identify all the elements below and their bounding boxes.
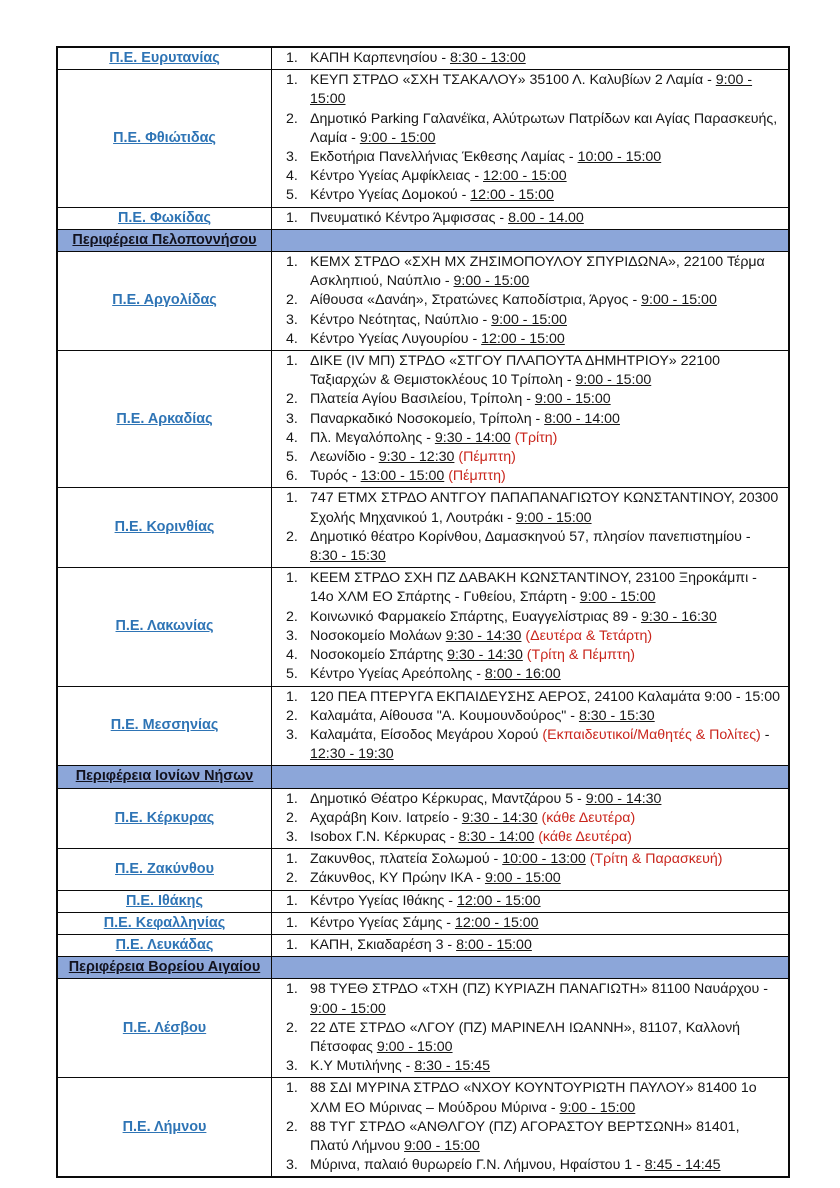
region-link[interactable]: Π.Ε. Κεφαλληνίας [103,914,226,931]
list-item [272,390,782,409]
section-empty-cell [272,766,788,787]
location-text: ΚΕΥΠ ΣΤΡΔΟ «ΣΧΗ ΤΣΑΚΑΛΟΥ» 35100 Λ. Καλυβίων 2 Λαμία - [310,72,716,89]
item-text [310,528,782,566]
region-name-cell [58,935,272,956]
section-title: Περιφέρεια Πελοποννήσου [72,231,257,248]
item-text [310,914,782,933]
item-number: 1. [286,688,298,705]
location-text: Καλαμάτα, Αίθουσα "Α. Κουμουνδούρος" - [310,707,579,724]
item-text [310,148,782,167]
region-link[interactable]: Π.Ε. Λακωνίας [115,618,214,635]
item-text [310,71,782,109]
list-item [272,429,782,448]
region-row [58,978,788,1077]
list-item [272,569,782,607]
region-row [58,567,788,685]
location-text: Παναρκαδικό Νοσοκομείο, Τρίπολη - [310,410,545,427]
list-item [272,1019,782,1057]
location-text: Πλατεία Αγίου Βασιλείου, Τρίπολη - [310,391,535,408]
region-row [58,69,788,206]
time-range: 8:30 - 15:45 [414,1058,491,1075]
location-text: ΚΕΜΧ ΣΤΡΔΟ «ΣΧΗ ΜΧ ΖΗΣΙΜΟΠΟΥΛΟΥ ΣΠΥΡΙΔΩΝΑ», 22100 Τέρμα Ασκληπιού, Ναύπλιο - [310,254,765,290]
region-link[interactable]: Π.Ε. Κέρκυρας [114,809,215,826]
location-text: Κέντρο Υγείας Αρεόπολης - [310,666,485,683]
locations-cell [272,935,788,956]
time-range: 9:30 - 14:30 [447,647,523,664]
location-text: Νοσοκομείο Μολάων [310,627,446,644]
region-row [58,848,788,889]
region-link[interactable]: Π.Ε. Κορινθίας [114,519,215,536]
list-item [272,253,782,291]
time-range: 13:00 - 15:00 [360,468,445,485]
item-text [310,209,782,228]
location-text: Καλαμάτα, Είσοδος Μεγάρου Χορού [310,726,543,743]
list-item [272,528,782,566]
item-number: 3. [286,1157,298,1174]
item-number: 6. [286,468,298,485]
locations-cell [272,913,788,934]
region-link[interactable]: Π.Ε. Λέσβου [122,1019,207,1036]
item-text [310,850,782,869]
locations-cell [272,351,788,487]
location-text: Κέντρο Υγείας Σάμης - [310,914,455,931]
region-row [58,788,788,849]
item-number: 1. [286,570,298,587]
region-name-cell [58,208,272,229]
item-number: 1. [286,490,298,507]
time-range: 12:00 - 15:00 [456,892,541,909]
location-text: 120 ΠΕΑ ΠΤΕΡΥΓΑ ΕΚΠΑΙΔΕΥΣΗΣ ΑΕΡΟΣ, 24100 Καλαμάτα 9:00 - 15:00 [310,688,780,705]
time-range: 9:00 - 15:00 [515,509,592,526]
time-range: 9:30 - 14:30 [445,627,522,644]
list-item [272,291,782,310]
locations-cell [272,568,788,685]
time-range: 8:30 - 15:30 [578,707,655,724]
list-item [272,410,782,429]
item-text [310,892,782,911]
region-link[interactable]: Π.Ε. Λήμνου [122,1118,207,1135]
item-number: 4. [286,330,298,347]
item-number: 5. [286,187,298,204]
region-link[interactable]: Π.Ε. Αρκαδίας [116,410,213,427]
location-text: Δημοτικό θέατρο Κορίνθου, Δαμασκηνού 57, πλησίον πανεπιστημίου - [310,528,751,545]
location-text: ΚΑΠΗ, Σκιαδαρέση 3 - [310,936,457,953]
list-item [272,448,782,467]
time-range: 9:00 - 15:00 [641,292,717,309]
time-range: 9:00 - 15:00 [579,589,656,606]
item-number: 2. [286,1019,298,1036]
item-text [310,936,782,955]
locations-cell [272,252,788,350]
list-item [272,489,782,527]
list-item [272,352,782,390]
list-item [272,707,782,726]
item-number: 2. [286,1118,298,1135]
list-item [272,167,782,186]
item-number: 1. [286,209,298,226]
location-text: 747 ΕΤΜΧ ΣΤΡΔΟ ΑΝΤΓΟΥ ΠΑΠΑΠΑΝΑΓΙΩΤΟΥ ΚΩΝΣΤΑΝΤΙΝΟΥ, 20300 Σχολής Μηχανικού 1, Λουτράκι - [310,490,779,526]
list-item [272,71,782,109]
location-text: Δημοτικό Θέατρο Κέρκυρας, Μαντζάρου 5 - [310,790,586,807]
time-range: 12:30 - 19:30 [310,746,394,763]
location-text: Τυρός - [310,468,361,485]
time-range: 12:00 - 15:00 [481,330,565,347]
item-text [310,410,782,429]
item-number: 1. [286,936,298,953]
list-item [272,110,782,148]
list-item [272,186,782,205]
location-text: Λεωνίδιο - [310,449,379,466]
list-item [272,311,782,330]
region-row [58,912,788,934]
locations-cell [272,789,788,849]
list-item [272,809,782,828]
item-number: 3. [286,726,298,743]
region-name-cell [58,789,272,849]
location-text: Δημοτικό Parking Γαλανέϊκα, Αλύτρωτων Πατρίδων και Αγίας Παρασκευής, Λαμία - [310,110,778,146]
item-number: 2. [286,110,298,127]
item-number: 1. [286,790,298,807]
item-text [310,608,782,627]
list-item [272,1057,782,1076]
item-text [310,390,782,409]
day-note: (Τρίτη & Παρασκευή) [589,851,723,868]
region-row [58,487,788,567]
list-item [272,936,782,955]
time-range: 10:00 - 15:00 [577,149,662,166]
item-text [310,1057,782,1076]
locations-cell [272,849,788,889]
region-link[interactable]: Π.Ε. Αργολίδας [112,292,217,309]
list-item [272,467,782,486]
list-item [272,49,782,68]
item-number: 2. [286,528,298,545]
item-number: 4. [286,647,298,664]
region-link[interactable]: Π.Ε. Ζακύνθου [115,860,214,877]
list-item [272,726,782,764]
section-title-cell [58,230,272,251]
time-range: 8:00 - 15:00 [456,936,532,953]
item-number: 4. [286,429,298,446]
time-range: 8:30 - 13:00 [449,50,526,66]
list-item [272,209,782,228]
list-item [272,790,782,809]
region-name-cell [58,351,272,487]
list-item [272,869,782,888]
section-row [58,229,788,251]
list-item [272,148,782,167]
item-number: 4. [286,168,298,185]
time-range: 12:00 - 15:00 [470,187,554,204]
region-link[interactable]: Π.Ε. Μεσσηνίας [110,717,219,734]
region-row [58,934,788,956]
item-number: 1. [286,1080,298,1097]
item-text [310,665,782,684]
region-name-cell [58,48,272,69]
day-note: (Εκπαιδευτικοί/Μαθητές & Πολίτες) [542,726,761,743]
item-number: 1. [286,914,298,931]
location-text: Πλ. Μεγαλόπολης - [310,429,435,446]
section-title: Περιφέρεια Ιονίων Νήσων [75,768,254,785]
item-text [310,869,782,888]
region-name-cell [58,891,272,912]
time-range: 12:00 - 15:00 [483,168,567,185]
time-range: 9:30 - 14:30 [461,809,538,826]
location-text: Κ.Υ Μυτιλήνης - [310,1058,415,1075]
region-name-cell [58,849,272,889]
item-number: 2. [286,707,298,724]
location-text: Κέντρο Υγείας Ιθάκης - [310,892,457,909]
time-range: 12:00 - 15:00 [454,914,539,931]
section-row [58,765,788,787]
item-text [310,726,782,764]
item-number: 1. [286,892,298,909]
region-link[interactable]: Π.Ε. Φωκίδας [117,209,212,226]
region-row [58,1077,788,1176]
location-text: ΚΕΕΜ ΣΤΡΔΟ ΣΧΗ ΠΖ ΔΑΒΑΚΗ ΚΩΝΣΤΑΝΤΙΝΟΥ, 23100 Ξηροκάμπι - 14ο ΧΛΜ ΕΟ Σπάρτης - Γυθείου, Σπάρτη - [310,570,757,606]
list-item [272,665,782,684]
day-note: (Πέμπτη) [458,449,516,466]
region-name-cell [58,70,272,206]
time-range: 9:00 - 15:00 [404,1137,480,1154]
location-text: Isobox Γ.Ν. Κέρκυρας - [310,828,459,845]
section-row [58,956,788,978]
time-range: 9:30 - 16:30 [640,608,717,625]
item-text [310,707,782,726]
region-name-cell [58,488,272,567]
item-number: 1. [286,981,298,998]
item-text [310,569,782,607]
section-empty-cell [272,230,788,251]
time-range: 9:00 - 15:00 [376,1038,453,1055]
schedule-table [56,46,790,1178]
time-range: 9:00 - 15:00 [359,129,436,146]
item-number: 3. [286,410,298,427]
item-text [310,809,782,828]
time-range: 9:00 - 15:00 [575,372,652,389]
region-row [58,207,788,229]
item-text [310,330,782,349]
item-text [310,790,782,809]
time-range: 9:00 - 15:00 [484,870,561,887]
item-text [310,828,782,847]
time-range: 8:30 - 14:00 [458,828,535,845]
region-link[interactable]: Π.Ε. Φθιώτιδας [113,129,216,146]
list-item [272,627,782,646]
item-number: 3. [286,311,298,328]
item-number: 3. [286,149,298,166]
locations-cell [272,70,788,206]
location-text: - [760,726,770,743]
item-number: 1. [286,851,298,868]
item-text [310,646,782,665]
time-range: 8.00 - 14.00 [508,209,584,226]
day-note: (Τρίτη & Πέμπτη) [526,647,636,664]
region-row [58,251,788,350]
section-title: Περιφέρεια Βορείου Αιγαίου [68,959,261,976]
item-number: 3. [286,627,298,644]
location-text: Νοσοκομείο Σπάρτης [310,647,448,664]
item-text [310,429,782,448]
item-number: 5. [286,449,298,466]
section-title-cell [58,957,272,978]
location-text: 98 ΤΥΕΘ ΣΤΡΔΟ «ΤΧΗ (ΠΖ) ΚΥΡΙΑΖΗ ΠΑΝΑΓΙΩΤΗ» 81100 Ναυάρχου - [310,981,768,998]
item-number: 3. [286,1058,298,1075]
item-text [310,980,782,1018]
time-range: 9:30 - 14:00 [434,429,511,446]
region-link[interactable]: Π.Ε. Λευκάδας [115,936,214,953]
region-link[interactable]: Π.Ε. Ευρυτανίας [109,50,220,66]
region-name-cell [58,687,272,766]
time-range: 9:00 - 15:00 [491,311,567,328]
locations-cell [272,488,788,567]
region-row [58,48,788,69]
region-name-cell [58,979,272,1077]
location-text: ΔΙΚΕ (ΙV ΜΠ) ΣΤΡΔΟ «ΣΤΓΟΥ ΠΛΑΠΟΥΤΑ ΔΗΜΗΤΡΙΟΥ» 22100 Ταξιαρχών & Θεμιστοκλέους 10 Τρίπολη - [310,353,721,389]
location-text: Κέντρο Υγείας Αμφίκλειας - [310,168,483,185]
location-text: Ζάκυνθος, ΚΥ Πρώην ΙΚΑ - [310,870,485,887]
item-text [310,1118,782,1156]
time-range: 9:00 - 15:00 [310,72,753,108]
locations-cell [272,48,788,69]
item-text [310,489,782,527]
time-range: 8:00 - 16:00 [484,666,561,683]
item-number: 3. [286,828,298,845]
item-text [310,186,782,205]
list-item [272,1118,782,1156]
time-range: 9:00 - 15:00 [453,273,530,290]
item-number: 1. [286,72,298,89]
locations-cell [272,1078,788,1176]
item-number: 2. [286,292,298,309]
list-item [272,980,782,1018]
location-text: Μύρινα, παλαιό θυρωρείο Γ.Ν. Λήμνου, Ηφαίστου 1 - [310,1157,645,1174]
item-text [310,1079,782,1117]
item-text [310,291,782,310]
item-text [310,311,782,330]
location-text: Αίθουσα «Δανάη», Στρατώνες Καποδίστρια, Άργος - [310,292,642,309]
location-text: Ζακυνθος, πλατεία Σολωμού - [310,851,503,868]
section-empty-cell [272,957,788,978]
location-text: 88 ΣΔΙ ΜΥΡΙΝΑ ΣΤΡΔΟ «ΝΧΟΥ ΚΟΥΝΤΟΥΡΙΩΤΗ ΠΑΥΛΟΥ» 81400 1ο ΧΛΜ ΕΟ Μύρινας – Μούδρου Μύρινα - [310,1080,757,1116]
locations-cell [272,208,788,229]
location-text: Κέντρο Υγείας Δομοκού - [310,187,471,204]
time-range: 9:00 - 14:30 [585,790,662,807]
item-number: 2. [286,870,298,887]
region-name-cell [58,568,272,685]
region-link[interactable]: Π.Ε. Ιθάκης [126,892,203,909]
item-text [310,110,782,148]
day-note: (Τρίτη) [514,429,558,446]
item-text [310,167,782,186]
list-item [272,892,782,911]
region-name-cell [58,252,272,350]
item-number: 2. [286,391,298,408]
location-text: Κέντρο Υγείας Λυγουρίου - [310,330,482,347]
item-text [310,448,782,467]
region-row [58,686,788,766]
list-item [272,1156,782,1175]
day-note: (κάθε Δευτέρα) [541,809,636,826]
item-number: 2. [286,608,298,625]
location-text: Πνευματικό Κέντρο Άμφισσας - [310,209,509,226]
item-text [310,467,782,486]
item-text [310,1019,782,1057]
time-range: 8:00 - 14:00 [544,410,620,427]
region-row [58,350,788,487]
location-text: 88 ΤΥΓ ΣΤΡΔΟ «ΑΝΘΛΓΟΥ (ΠΖ) ΑΓΟΡΑΣΤΟΥ ΒΕΡΤΣΩΝΗ» 81401, Πλατύ Λήμνου [310,1118,740,1154]
time-range: 8:45 - 14:45 [644,1157,721,1174]
time-range: 9:30 - 12:30 [378,449,455,466]
time-range: 10:00 - 13:00 [502,851,586,868]
region-name-cell [58,913,272,934]
item-text [310,627,782,646]
location-text: Αχαράβη Κοιν. Ιατρείο - [310,809,462,826]
list-item [272,850,782,869]
item-text [310,253,782,291]
location-text: Κοινωνικό Φαρμακείο Σπάρτης, Ευαγγελίστριας 89 - [310,608,641,625]
time-range: 9:00 - 15:00 [310,1000,386,1017]
item-number: 1. [286,353,298,370]
region-name-cell [58,1078,272,1176]
time-range: 9:00 - 15:00 [534,391,611,408]
locations-cell [272,979,788,1077]
day-note: (Δευτέρα & Τετάρτη) [525,627,653,644]
item-text [310,352,782,390]
location-text: 22 ΔΤΕ ΣΤΡΔΟ «ΛΓΟΥ (ΠΖ) ΜΑΡΙΝΕΛΗ ΙΩΑΝΝΗ», 81107, Καλλονή Πέτσοφας [310,1019,741,1055]
item-text [310,49,782,68]
item-text [310,688,782,707]
locations-cell [272,891,788,912]
list-item [272,1079,782,1117]
list-item [272,330,782,349]
time-range: 9:00 - 15:00 [559,1099,636,1116]
item-number: 2. [286,809,298,826]
locations-cell [272,687,788,766]
item-number: 5. [286,666,298,683]
list-item [272,914,782,933]
item-number: 1. [286,50,298,66]
list-item [272,688,782,707]
section-title-cell [58,766,272,787]
item-text [310,1156,782,1175]
list-item [272,828,782,847]
day-note: (Πέμπτη) [448,468,506,485]
list-item [272,608,782,627]
location-text: ΚΑΠΗ Καρπενησίου - [310,50,450,66]
item-number: 1. [286,254,298,271]
region-row [58,890,788,912]
list-item [272,646,782,665]
location-text: Εκδοτήρια Πανελλήνιας Έκθεσης Λαμίας - [310,149,578,166]
location-text: Κέντρο Νεότητας, Ναύπλιο - [310,311,492,328]
time-range: 8:30 - 15:30 [310,548,386,565]
day-note: (κάθε Δευτέρα) [538,828,632,845]
